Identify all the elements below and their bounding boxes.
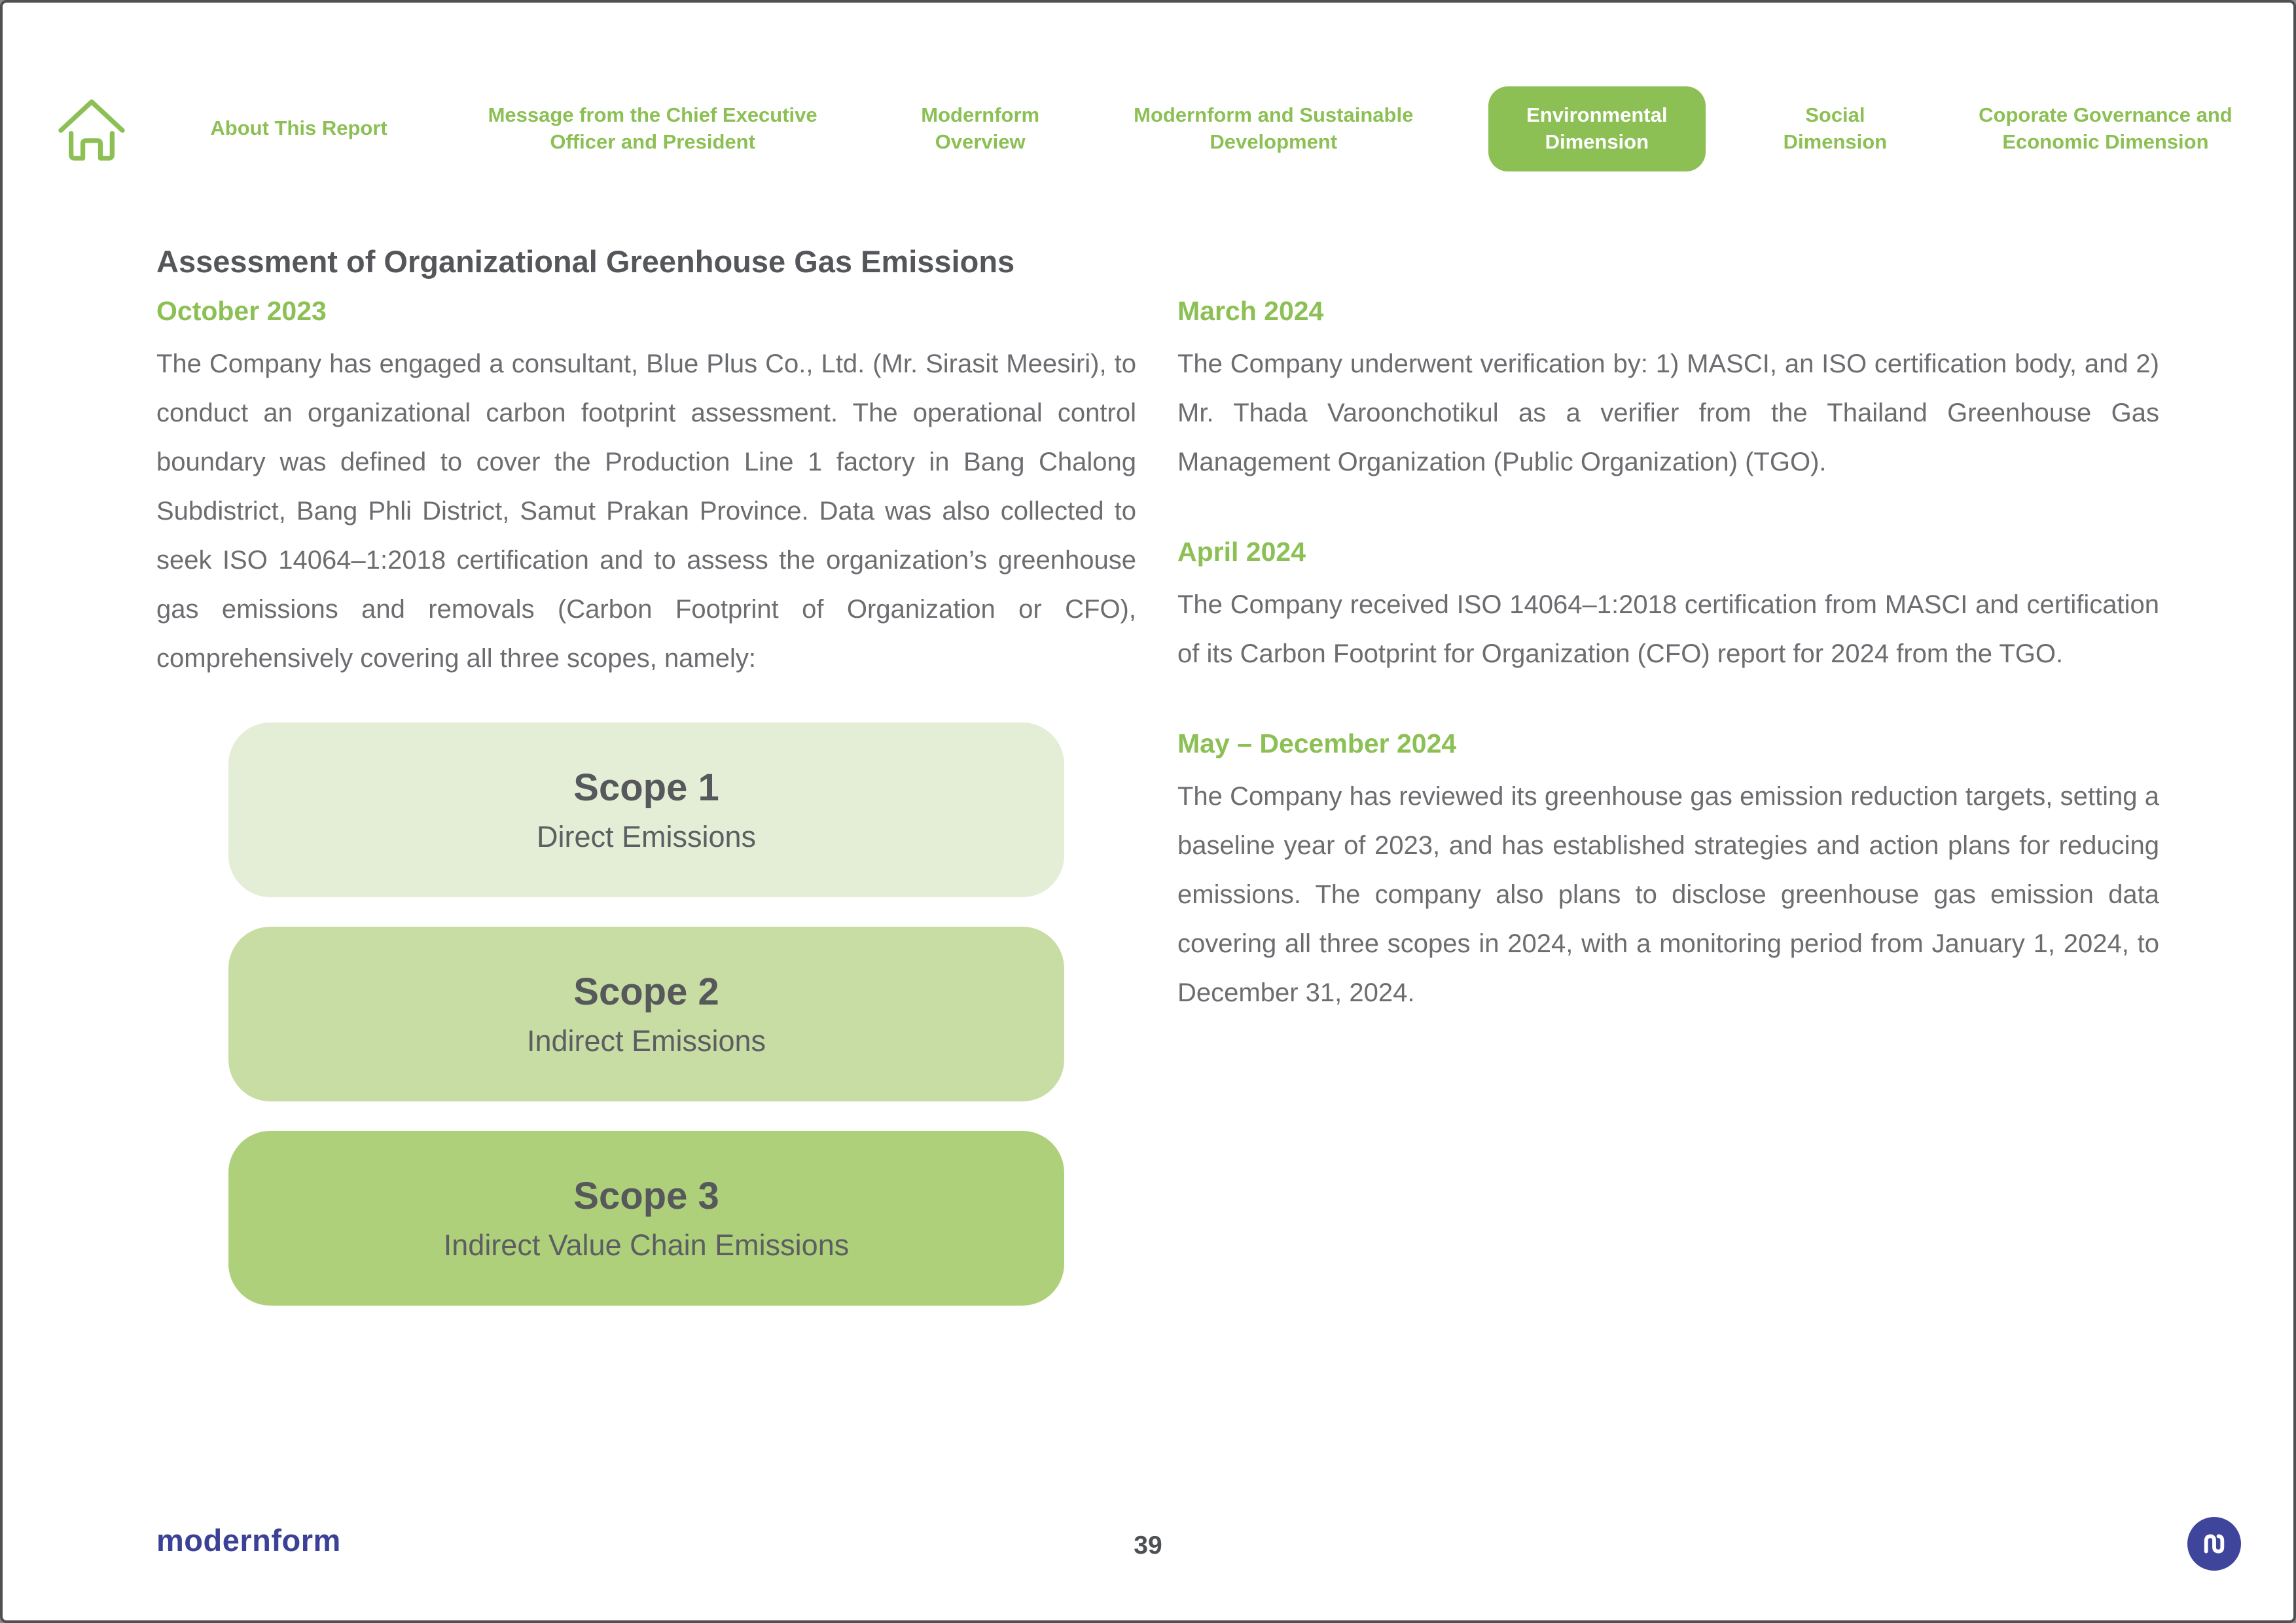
nav-item-environmental-dimension-active[interactable]: Environmental Dimension: [1488, 86, 1706, 171]
paragraph-october-2023: The Company has engaged a consultant, Blue Plus Co., Ltd. (Mr. Sirasit Meesiri), to conduct an organizational carbon footprint assessment. The operational control boundary was defined to cover the Production Line 1 factory in Bang Chalong Subdistrict, Bang Phli District, Samut Prakan Province. Data was also collected to seek ISO 14064–1:2018 certification and to assess the organization’s greenhouse gas emissions and removals (Carbon Footprint of Organization or CFO), comprehensively covering all three scopes, namely:: [156, 349, 1136, 673]
scope-2-subtitle: Indirect Emissions: [526, 1024, 766, 1058]
scope-cards: [228, 722, 1064, 1306]
scope-1-subtitle: Direct Emissions: [536, 820, 757, 853]
section-heading-march-2024: March 2024: [1177, 296, 1324, 326]
modernform-wordmark: modernform: [156, 1523, 341, 1558]
left-column: [156, 296, 1136, 1335]
timeline-block-april-2024: [1177, 537, 2159, 679]
section-heading-october-2023: October 2023: [156, 296, 327, 326]
timeline-block-may-december-2024: [1177, 728, 2159, 1018]
scope-1-title: Scope 1: [573, 766, 719, 809]
scope-1-card: [228, 722, 1064, 897]
scope-2-title: Scope 2: [573, 971, 719, 1013]
section-heading-april-2024: April 2024: [1177, 537, 1306, 567]
scope-3-subtitle: Indirect Value Chain Emissions: [443, 1228, 850, 1262]
nav-item-governance-economic-dimension[interactable]: Coporate Governance and Economic Dimension: [1979, 103, 2233, 153]
right-column: [1177, 296, 2159, 1067]
home-icon: [55, 89, 128, 169]
section-heading-may-december-2024: May – December 2024: [1177, 728, 1457, 758]
paragraph-april-2024: The Company received ISO 14064–1:2018 certification from MASCI and certification of its Carbon Footprint for Organization (CFO) report for 2024 from the TGO.: [1177, 590, 2159, 668]
nav-item-social-dimension[interactable]: Social Dimension: [1783, 103, 1888, 153]
nav-item-about-this-report[interactable]: About This Report: [210, 116, 387, 140]
nav-item-sustainable-development[interactable]: Modernform and Sustainable Development: [1134, 103, 1414, 153]
page-number: 39: [1134, 1531, 1162, 1560]
paragraph-march-2024: The Company underwent verification by: 1) MASCI, an ISO certification body, and 2) Mr. Thada Varoonchotikul as a verifier from the Thailand Greenhouse Gas Management Organization (Public Organization) (TGO).: [1177, 349, 2159, 476]
page-title: Assessment of Organizational Greenhouse Gas Emissions: [156, 244, 1015, 279]
scope-3-title: Scope 3: [573, 1175, 719, 1217]
scope-3-card: [228, 1131, 1064, 1306]
top-navigation: [55, 86, 2246, 171]
paragraph-may-december-2024: The Company has reviewed its greenhouse gas emission reduction targets, setting a baseline year of 2023, and has established strategies and action plans for reducing emissions. The company also plans to disclose greenhouse gas emission data covering all three scopes in 2024, with a monitoring period from January 1, 2024, to December 31, 2024.: [1177, 782, 2159, 1007]
modernform-m-icon: [2195, 1525, 2233, 1563]
modernform-badge: [2187, 1517, 2241, 1571]
home-button[interactable]: [55, 89, 128, 169]
scope-2-card: [228, 927, 1064, 1101]
nav-item-modernform-overview[interactable]: Modernform Overview: [921, 103, 1040, 153]
timeline-block-march-2024: [1177, 296, 2159, 487]
nav-item-ceo-message[interactable]: Message from the Chief Executive Officer and President: [488, 103, 817, 153]
